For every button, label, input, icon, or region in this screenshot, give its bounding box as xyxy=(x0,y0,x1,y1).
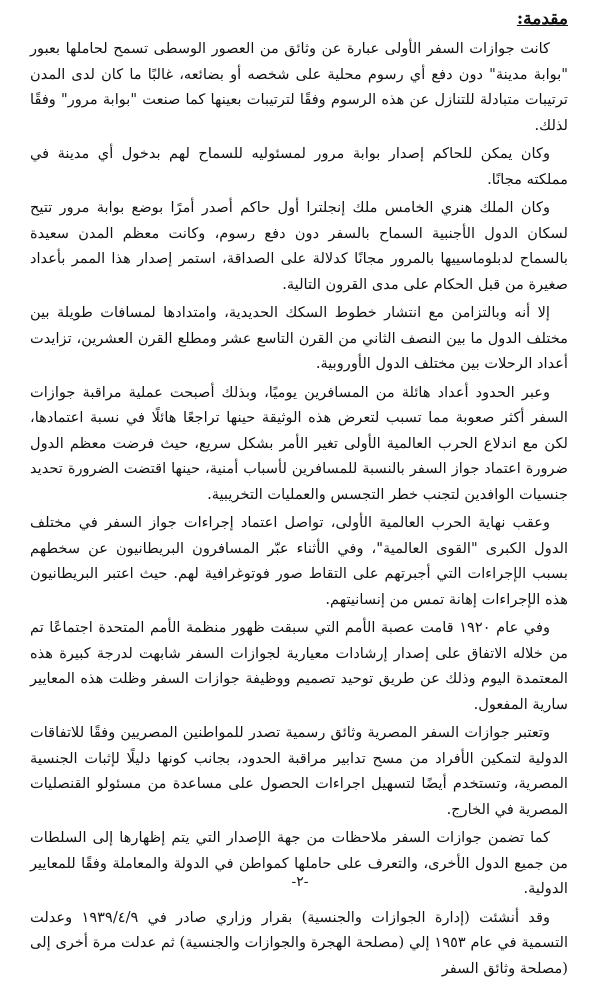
paragraph-7: وفي عام ١٩٢٠ قامت عصبة الأمم التي سبقت ظهور منظمة الأمم المتحدة اجتماعًا تم من خلاله الاتفاق على إصدار إرشادات معيارية لجوازات السفر شابهت لدرجة كبيرة هذه المعتمدة اليوم وذلك عن طريق توحيد تصميم ووظيفة جوازات السفر وظلت هذه المعايير سارية المفعول. xyxy=(30,615,568,717)
paragraph-3: وكان الملك هنري الخامس ملك إنجلترا أول حاكم أصدر أمرًا بوضع بوابة مرور تتيح لسكان الدول الأجنبية السماح بالسفر دون دفع رسوم، وكانت معظم المدن سعيدة بالسماح لدبلوماسييها بالمرور مجانًا كدلالة على الصداقة، استمر إصدار هذا الممر بأعداد صغيرة من قبل الحكام على مدى القرون التالية. xyxy=(30,195,568,297)
paragraph-10: وقد أنشئت (إدارة الجوازات والجنسية) بقرار وزاري صادر في ١٩٣٩/٤/٩ وعدلت التسمية في عام ١٩٥٣ إلي (مصلحة الهجرة والجوازات والجنسية) ثم عدلت مرة أخرى إلى (مصلحة وثائق السفر xyxy=(30,905,568,981)
section-heading: مقدمة: xyxy=(30,8,568,30)
paragraph-5: وعبر الحدود أعداد هائلة من المسافرين يوميًا، وبذلك أصبحت عملية مراقبة جوازات السفر أكثر صعوبة مما تسبب لتعرض هذه الوثيقة حينها تراجعًا هائلًا في نسبة اعتمادها، لكن مع اندلاع الحرب العالمية الأولى تغير الأمر بشكل سريع، حيث فرضت معظم الدول ضرورة اعتماد جواز السفر بالنسبة للمسافرين لأسباب أمنية، حينها اقتضت الضرورة تحديد جنسيات الوافدين لتجنب خطر التجسس والعمليات التخريبية. xyxy=(30,380,568,508)
paragraph-6: وعقب نهاية الحرب العالمية الأولى، تواصل اعتماد إجراءات جواز السفر في مختلف الدول الكبرى "القوى العالمية"، وفي الأثناء عبّر المسافرون البريطانيون عن سخطهم بسبب الإجراءات التي أجبرتهم على التقاط صور فوتوغرافية لهم. حيث اعتبر البريطانيون هذه الإجراءات إهانة تمس من إنسانيتهم. xyxy=(30,510,568,612)
paragraph-4: إلا أنه وبالتزامن مع انتشار خطوط السكك الحديدية، وامتدادها لمسافات طويلة بين مختلف الدول ما بين النصف الثاني من القرن التاسع عشر ومطلع القرن العشرين، تزايدت أعداد الرحلات بين مختلف الدول الأوروبية. xyxy=(30,300,568,377)
paragraph-2: وكان يمكن للحاكم إصدار بوابة مرور لمسئوليه للسماح لهم بدخول أي مدينة في مملكته مجانًا. xyxy=(30,141,568,192)
page-number: -٢- xyxy=(0,874,600,890)
paragraph-9: كما تضمن جوازات السفر ملاحظات من جهة الإصدار التي يتم إظهارها إلى السلطات من جميع الدول الأخرى، والتعرف على حاملها كمواطن في الدولة والمعاملة وفقًا للمعايير الدولية. xyxy=(30,825,568,902)
paragraph-1: كانت جوازات السفر الأولى عبارة عن وثائق من العصور الوسطى تسمح لحاملها بعبور "بوابة مدينة" دون دفع أي رسوم محلية على شخصه أو بضائعه، غالبًا ما كان لدى المدن ترتيبات متبادلة للتنازل عن هذه الرسوم وفقًا لترتيبات بعينها كما صنعت "بوابة مرور" وفقًا لذلك. xyxy=(30,36,568,138)
paragraph-8: وتعتبر جوازات السفر المصرية وثائق رسمية تصدر للمواطنين المصريين وفقًا للاتفاقات الدولية لتمكين الأفراد من مسح تدابير مراقبة الحدود، بجانب كونها دليلًا لإثبات الجنسية المصرية، وتستخدم أيضًا لتسهيل اجراءات الحصول على مساعدة من مسئولو القنصليات المصرية في الخارج. xyxy=(30,720,568,822)
